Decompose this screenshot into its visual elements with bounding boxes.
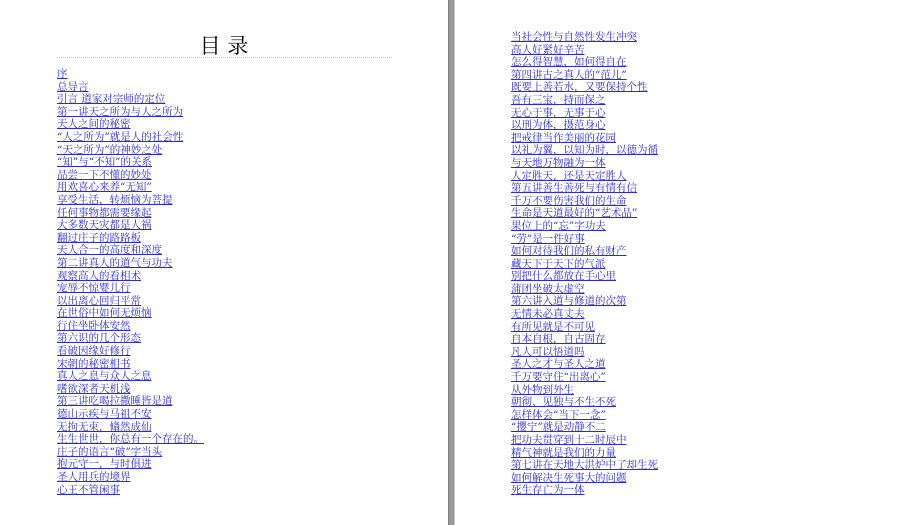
toc-entry [511,245,658,258]
toc-entry [57,219,204,232]
toc-entry [511,384,658,397]
toc-entry [57,106,204,119]
toc-entry [511,321,658,334]
toc-link[interactable]: 翻过庄子的路路板 [57,231,141,244]
toc-link[interactable]: 第六讲入道与修道的次第 [511,295,627,308]
toc-link[interactable]: 行住坐卧体安然 [57,319,131,332]
toc-link[interactable]: 生命是天道最好的“艺术品” [511,207,638,220]
toc-entry [511,144,658,157]
toc-link[interactable]: 朝彻、见独与不生不死 [511,396,616,409]
toc-link[interactable]: 高人好紧好辛苦 [511,43,585,56]
right-page [455,0,900,525]
toc-link[interactable]: 天人合一的高度和深度 [57,244,162,257]
toc-entry [57,68,204,81]
toc-link[interactable]: 死生存亡为一体 [511,484,585,497]
toc-link[interactable]: 看破因缘好修行 [57,345,131,358]
toc-link[interactable]: 怎么得智慧，如何得自在 [511,56,627,69]
toc-link[interactable]: 圣人用兵的境界 [57,471,131,483]
toc-entry [57,383,204,396]
toc-entry [57,370,204,383]
toc-link[interactable]: 德山示疾与马祖不安 [57,408,152,421]
toc-link[interactable]: 在世俗中如何无烦恼 [57,307,152,320]
toc-title: 目 录 [199,34,249,58]
toc-link[interactable]: 品尝一下不懂的妙处 [57,168,152,181]
toc-entry [57,93,204,106]
toc-link[interactable]: “人之所为”就是人的社会性 [57,130,184,143]
toc-link[interactable]: 怎样体会“当下一念” [511,408,606,421]
toc-link[interactable]: 别把什么都放在手心里 [511,270,616,283]
toc-link[interactable]: 果位上的“忘”字功夫 [511,219,606,232]
toc-link[interactable]: 圣人之才与圣人之道 [511,358,606,371]
toc-link[interactable]: 以出离心回归平常 [57,294,141,307]
toc-entry [57,257,204,270]
toc-list-left [57,68,204,496]
toc-link[interactable]: 第七讲在天地大洪炉中了却生死 [511,459,658,472]
toc-link[interactable]: 观察高人的看相术 [57,269,141,282]
toc-link[interactable]: 用欢喜心来养“无知” [57,181,152,194]
toc-link[interactable]: “劳”是一件好事 [511,232,585,245]
toc-link[interactable]: “知”与“不知”的关系 [57,156,152,169]
toc-link[interactable]: 大多数天灾都是人祸 [57,219,152,232]
toc-link[interactable]: “撄宁”就是动静不二 [511,421,606,434]
toc-link[interactable]: 享受生活，转烦恼为菩提 [57,193,173,206]
toc-entry [511,157,658,170]
toc-link[interactable]: 生生世世，你总有一个存在的。 [57,433,204,446]
toc-link[interactable]: 人定胜天，还是天定胜人 [511,169,627,182]
toc-entry [57,345,204,358]
toc-entry [57,169,204,182]
toc-entry [511,107,658,120]
toc-entry [511,484,658,497]
toc-entry [57,332,204,345]
toc-link[interactable]: 无拘无束，翛然成仙 [57,420,152,433]
toc-entry [511,31,658,44]
toc-entry [511,56,658,69]
toc-entry [511,459,658,472]
toc-link[interactable]: 第六识的几个形态 [57,332,141,345]
toc-entry [511,434,658,447]
toc-link[interactable]: 千万不要伤害我们的生命 [511,194,627,207]
toc-entry [511,295,658,308]
toc-link[interactable]: 任何事物都需要缘起 [57,206,152,219]
toc-link[interactable]: 有所见就是不可见 [511,320,595,333]
toc-entry [57,421,204,434]
toc-link[interactable]: 无心于事，无事于心 [511,106,606,119]
toc-entry [57,433,204,446]
toc-entry [511,270,658,283]
toc-entry [57,295,204,308]
toc-entry [57,446,204,459]
toc-entry [57,118,204,131]
toc-link[interactable]: 引言 道家对宗师的定位 [57,93,166,106]
toc-entry [511,396,658,409]
toc-entry [57,232,204,245]
toc-entry [511,333,658,346]
toc-entry [511,195,658,208]
toc-entry [57,270,204,283]
toc-link[interactable]: 蒲团坐破太虚空 [511,282,585,295]
page-divider [448,0,455,525]
toc-entry [511,447,658,460]
toc-link[interactable]: 第三讲吃喝拉撒睡皆是道 [57,395,173,408]
toc-link[interactable]: 如何对待我们的私有财产 [511,245,627,258]
toc-link[interactable]: 藏天下于天下的气派 [511,257,606,270]
toc-link[interactable]: 无情未必真丈夫 [511,308,585,321]
toc-link[interactable]: 天人之间的秘密 [57,118,131,131]
toc-entry [57,194,204,207]
toc-entry [57,458,204,471]
toc-link[interactable]: 庄子的语言“破”字当头 [57,445,163,458]
toc-entry [511,371,658,384]
toc-entry [511,132,658,145]
toc-entry [57,358,204,371]
toc-link[interactable]: 当社会性与自然性发生冲突 [511,31,637,43]
toc-link[interactable]: 总导言 [57,80,89,93]
toc-entry [511,94,658,107]
toc-entry [57,131,204,144]
toc-entry [511,421,658,434]
toc-entry [511,119,658,132]
toc-link[interactable]: 嗜欲深者天机浅 [57,382,131,395]
toc-entry [511,170,658,183]
toc-entry [57,307,204,320]
toc-entry [57,81,204,94]
toc-link[interactable]: 真人之息与众人之息 [57,370,152,383]
toc-list-right [511,31,658,497]
toc-entry [511,44,658,57]
toc-entry [511,207,658,220]
toc-link[interactable]: 以礼为翼，以知为时，以德为循 [511,144,658,157]
toc-entry [511,472,658,485]
toc-link[interactable]: 如何解决生死事大的问题 [511,471,627,484]
toc-entry [57,156,204,169]
toc-entry [57,244,204,257]
toc-entry [57,207,204,220]
toc-entry [511,220,658,233]
toc-entry [57,395,204,408]
title-divider [57,57,392,58]
toc-entry [511,182,658,195]
toc-link[interactable]: 第四讲古之真人的“范儿” [511,68,627,81]
toc-entry [57,181,204,194]
toc-link[interactable]: 以刑为体，摄范身心 [511,119,606,132]
toc-entry [511,69,658,82]
toc-link[interactable]: 宋朝的秘密相书 [57,357,131,370]
toc-link[interactable]: 第一讲天之所为与人之所为 [57,105,183,118]
toc-entry [57,484,204,497]
toc-entry [511,346,658,359]
toc-entry [511,258,658,271]
toc-entry [57,408,204,421]
toc-link[interactable]: 从外物到外生 [511,383,574,396]
toc-link[interactable]: 既要上善若水，又要保持个性 [511,81,648,94]
toc-entry [511,283,658,296]
toc-link[interactable]: 把功夫贯穿到十二时辰中 [511,434,627,446]
toc-link[interactable]: 吾有三宝，持而保之 [511,93,606,106]
toc-entry [57,144,204,157]
toc-entry [511,308,658,321]
toc-link[interactable]: 精气神就是我们的力量 [511,446,616,459]
toc-link[interactable]: 把戒律当作美丽的花园 [511,131,616,144]
toc-entry [511,81,658,94]
left-page [0,0,448,525]
toc-link[interactable]: 凡人可以悟道吗 [511,345,585,358]
toc-entry [57,320,204,333]
toc-entry [511,358,658,371]
toc-link[interactable]: 第五讲善生善死与有情有信 [511,182,637,195]
toc-link[interactable]: 千万要守住“出离心” [511,371,606,384]
toc-link[interactable]: 宠辱不惊婴儿行 [57,282,131,295]
toc-link[interactable]: 序 [57,68,68,80]
toc-link[interactable]: 心王不管闲事 [57,483,120,496]
toc-entry [57,282,204,295]
toc-link[interactable]: 第二讲真人的道气与功夫 [57,256,173,269]
toc-link[interactable]: 自本自根，自古固存 [511,333,606,346]
toc-entry [511,233,658,246]
toc-entry [511,409,658,422]
toc-link[interactable]: 抱元守一，与时俱进 [57,458,152,471]
toc-link[interactable]: 与天地万物融为一体 [511,156,606,169]
toc-entry [57,471,204,484]
toc-link[interactable]: “天之所为”的神妙之处 [57,143,163,156]
